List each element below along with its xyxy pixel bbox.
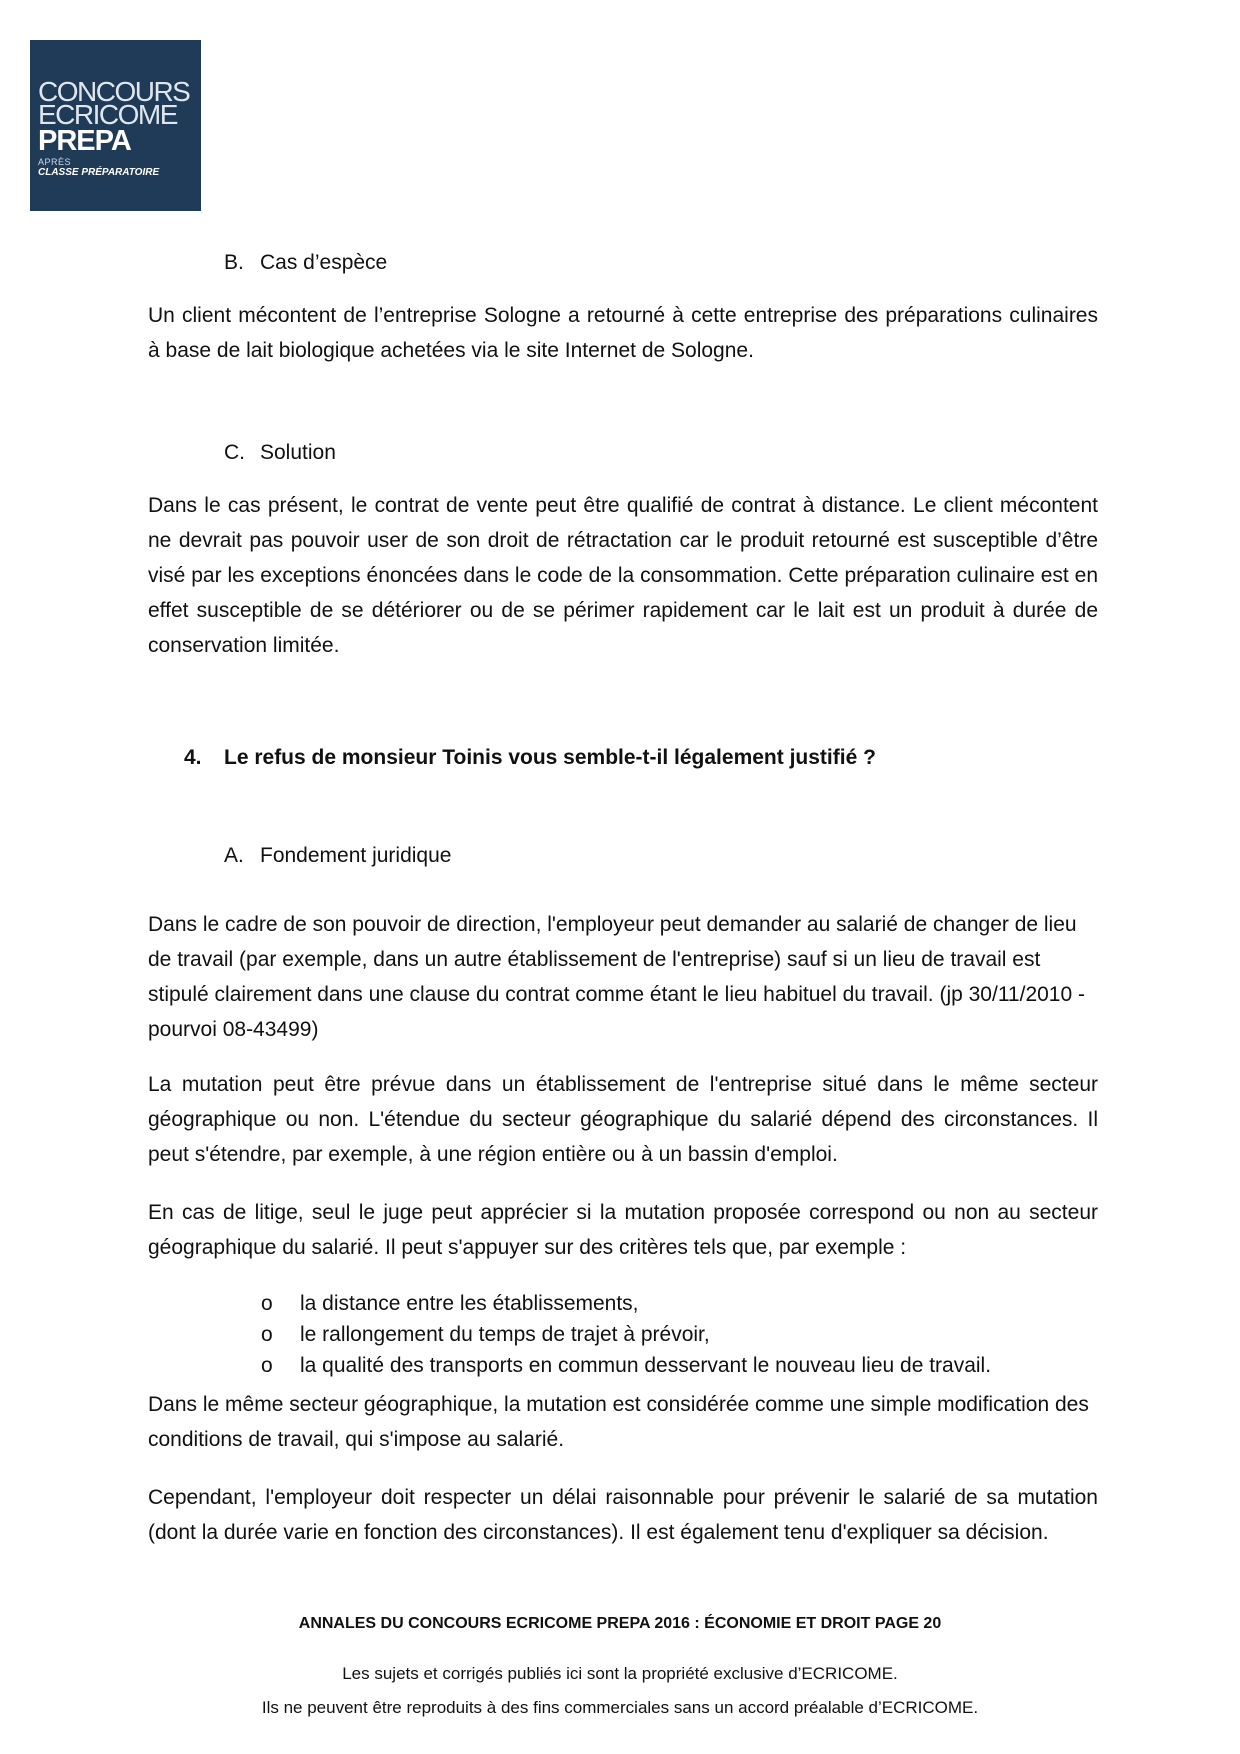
- list-item: [261, 1319, 991, 1350]
- footer-copyright-line-2: Ils ne peuvent être reproduits à des fins commerciales sans un accord préalable d’ECRICOME.: [261, 1698, 979, 1717]
- list-item: [261, 1288, 991, 1319]
- bullet-marker: o: [261, 1292, 273, 1315]
- logo-line-ecricome: ECRICOME: [38, 99, 177, 130]
- bullet-marker: o: [261, 1354, 273, 1377]
- section-a-paragraph-1: Dans le cadre de son pouvoir de direction, l'employeur peut demander au salarié de changer de lieu de travail (par exemple, dans un autre établissement de l'entreprise) sauf si un lieu de travail est stipulé clairement dans une clause du contrat comme étant le lieu habituel du travail. (jp 30/11/2010 - pourvoi 08-43499): [148, 913, 1085, 1041]
- section-b-paragraph: Un client mécontent de l’entreprise Sologne a retourné à cette entreprise des préparations culinaires à base de lait biologique achetées via le site Internet de Sologne.: [148, 304, 1098, 362]
- logo-line-concours: CONCOURS: [38, 76, 190, 107]
- section-a-paragraph-5: Cependant, l'employeur doit respecter un délai raisonnable pour prévenir le salarié de sa mutation (dont la durée varie en fonction des circonstances). Il est également tenu d'expliquer sa décision.: [148, 1486, 1098, 1544]
- section-a-paragraph-4: Dans le même secteur géographique, la mutation est considérée comme une simple modification des conditions de travail, qui s'impose au salarié.: [148, 1393, 1089, 1451]
- section-b-heading: [224, 248, 387, 278]
- list-item: [261, 1350, 991, 1381]
- list-item-text: le rallongement du temps de trajet à prévoir,: [300, 1323, 710, 1346]
- question-4-heading: [184, 743, 876, 773]
- section-a-heading: [224, 841, 451, 871]
- section-b-letter: B.: [224, 251, 244, 274]
- question-4-text: Le refus de monsieur Toinis vous semble-t-il légalement justifié ?: [224, 746, 876, 769]
- footer-title: ANNALES DU CONCOURS ECRICOME PREPA 2016 : ÉCONOMIE ET DROIT PAGE 20: [298, 1615, 942, 1632]
- section-b-title: Cas d’espèce: [260, 251, 388, 274]
- logo-line-classe-preparatoire: CLASSE PRÉPARATOIRE: [38, 167, 160, 178]
- section-c-title: Solution: [260, 441, 336, 464]
- section-a-letter: A.: [224, 844, 244, 867]
- bullet-marker: o: [261, 1323, 273, 1346]
- section-a-paragraph-2: La mutation peut être prévue dans un établissement de l'entreprise situé dans le même secteur géographique ou non. L'étendue du secteur géographique du salarié dépend des circonstances. Il peut s'étendre, par exemple, à une région entière ou à un bassin d'emploi.: [148, 1073, 1098, 1166]
- ecricome-logo: [30, 40, 201, 211]
- list-item-text: la distance entre les établissements,: [300, 1292, 639, 1315]
- section-a-paragraph-3: En cas de litige, seul le juge peut apprécier si la mutation proposée correspond ou non au secteur géographique du salarié. Il peut s'appuyer sur des critères tels que, par exemple :: [148, 1201, 1098, 1259]
- list-item-text: la qualité des transports en commun desservant le nouveau lieu de travail.: [300, 1354, 992, 1377]
- question-4-number: 4.: [184, 746, 202, 769]
- footer-copyright-line-1: Les sujets et corrigés publiés ici sont la propriété exclusive d’ECRICOME.: [342, 1664, 898, 1683]
- section-c-paragraph: Dans le cas présent, le contrat de vente peut être qualifié de contrat à distance. Le client mécontent ne devrait pas pouvoir user de son droit de rétractation car le produit retourné est susceptible d’être visé par les exceptions énoncées dans le code de la consommation. Cette préparation culinaire est en effet susceptible de se détériorer ou de se périmer rapidement car le lait est un produit à durée de conservation limitée.: [148, 494, 1098, 657]
- section-c-heading: [224, 438, 336, 468]
- section-c-letter: C.: [224, 441, 245, 464]
- logo-line-prepa: PREPA: [38, 125, 131, 157]
- criteria-list: [261, 1288, 991, 1381]
- logo-line-apres: APRÈS: [38, 157, 72, 167]
- section-a-title: Fondement juridique: [260, 844, 452, 867]
